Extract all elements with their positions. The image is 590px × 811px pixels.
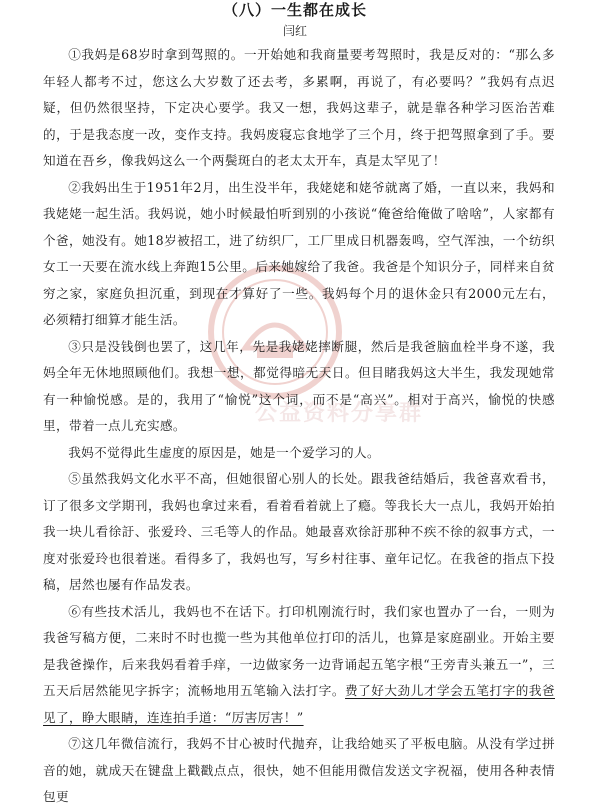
- paragraph-7: ⑦这几年微信流行，我妈不甘心被时代抛弃，让我给她买了平板电脑。从没有学过拼音的她，就成天在键盘上戳戳点点，很快，她不但能用微信发送文字祝福，使用各种表情包更: [43, 736, 555, 804]
- paragraph-3: ③只是没钱倒也罢了，这几年，先是我姥姥摔断腿，然后是我爸脑血栓半身不遂，我妈全年无休地照顾他们。我想一想，都觉得暗无天日。但目睹我妈这大半生，我发现她常有一种愉悦感。是的，我用了“愉悦”这个词，而不是“高兴”。相对于高兴，愉悦的快感里，带着一点儿充实感。: [43, 338, 555, 433]
- underlined-sentence: 费了好大劲儿才学会五笔打字的我爸见了，睁大眼睛，连连拍手道：“厉害厉害！”: [43, 683, 555, 725]
- article-author: 闫红: [282, 24, 307, 38]
- paragraph-6-text: ⑥有些技术活儿，我妈也不在话下。打印机刚流行时，我们家也置办了一台，一则为我爸写稿方便，二来时不时也揽一些为其他单位打印的活儿，也算是家庭副业。开始主要是我爸操作，后来我妈看着手痒，一边做家务一边背诵起五笔字根“王旁青头兼五一”，三五天后居然能见字拆字；流畅地用五笔输入法打字。: [43, 603, 555, 698]
- watermark-text: 公益资料分享群: [255, 401, 424, 426]
- paragraph-1: ①我妈是68岁时拿到驾照的。一开始她和我商量要考驾照时，我是反对的：“那么多年轻人都考不过，您这么大岁数了还去考，多累啊，再说了，有必要吗？”我妈有点迟疑，但仍然很坚持，下定决心要学。我又一想，我妈这辈子，就是靠各种学习医治苦难的，于是我态度一改，变作支持。我妈废寝忘食地学了三个月，终于把驾照拿到了手。要知道在吾乡，像我妈这么一个两鬓斑白的老太太开车，真是太罕见了！: [43, 47, 555, 168]
- article-body: [43, 42, 555, 811]
- paragraph-4: 我妈不觉得此生虚度的原因是，她是一个爱学习的人。: [68, 444, 381, 460]
- paragraph-5: ⑤虽然我妈文化水平不高，但她很留心别人的长处。跟我爸结婚后，我爸喜欢看书，订了很多文学期刊，我妈也拿过来看，看着看着就上了瘾。等我长大一点儿，我妈开始拍我一块儿看徐訏、张爱玲、三毛等人的作品。她最喜欢徐訏那种不疾不徐的叙事方式，一度对张爱玲也很着迷。看得多了，我妈也写，写乡村往事、童年记忆。在我爸的指点下投稿，居然也屡有作品发表。: [43, 471, 555, 592]
- article-title: （八）一生都在成长: [222, 1, 367, 19]
- paragraph-6: [43, 599, 555, 732]
- paragraph-2: ②我妈出生于1951年2月，出生没半年，我姥姥和姥爷就离了婚，一直以来，我妈和我姥姥一起生活。我妈说，她小时候最怕听到别的小孩说“俺爸给俺做了啥啥”，人家都有个爸，她没有。她18岁被招工，进了纺织厂，工厂里成日机器轰鸣，空气浑浊，一个纺织女工一天要在流水线上奔跑15公里。后来她嫁给了我爸。我爸是个知识分子，同样来自贫穷之家，家庭负担沉重，到现在才算好了一些。我妈每个月的退休金只有2000元左右，必须精打细算才能生活。: [43, 179, 555, 327]
